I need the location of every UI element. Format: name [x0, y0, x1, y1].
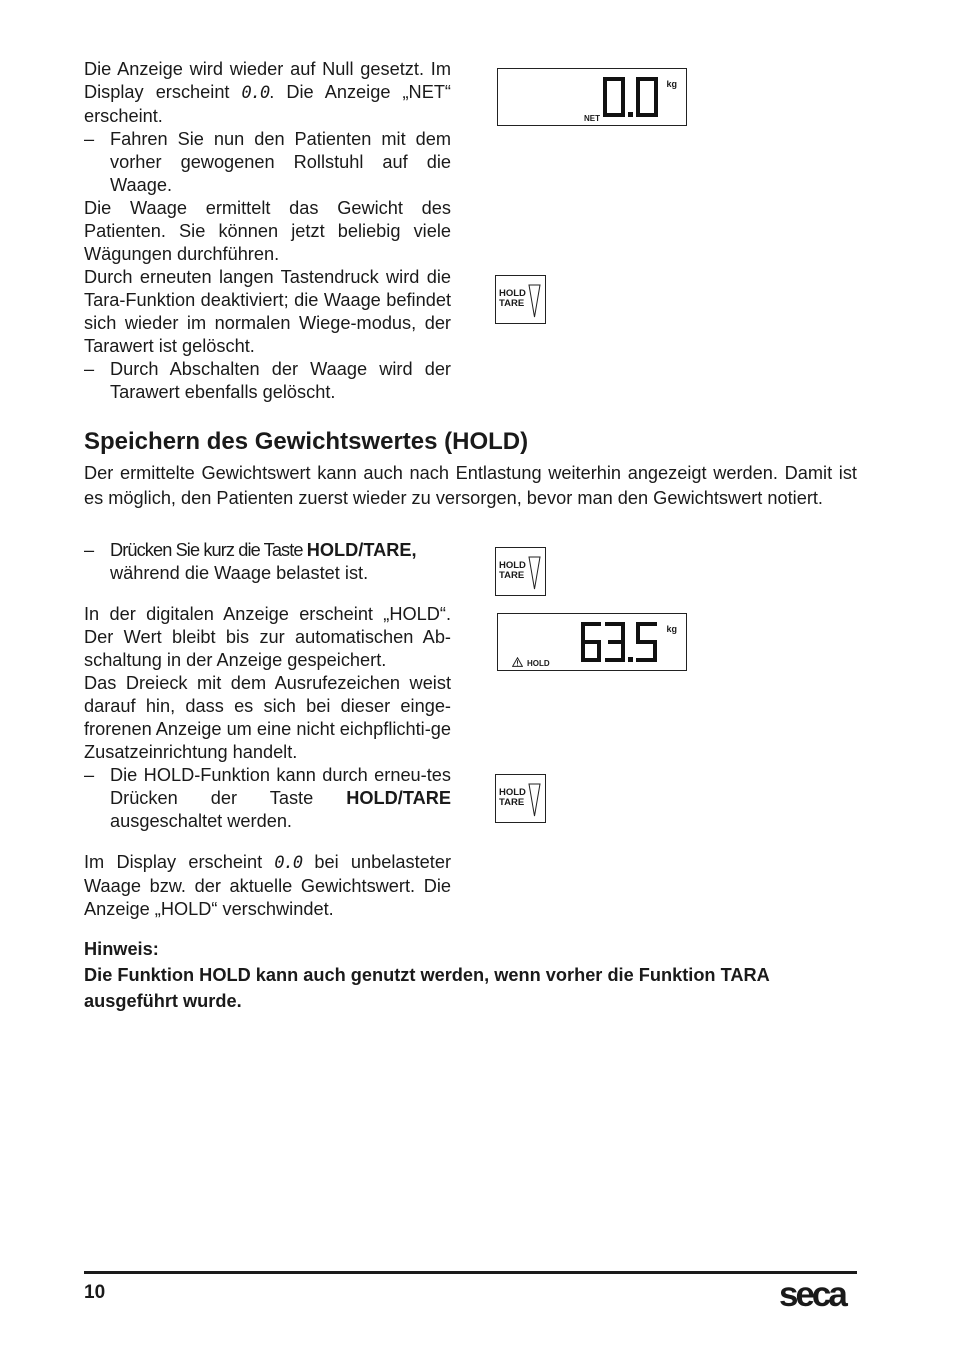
segment-value-zero: 0.0 — [274, 853, 303, 873]
key-press-icon — [528, 284, 541, 318]
list-item-switch-off: – Durch Abschalten der Waage wird der Tarawert ebenfalls gelöscht. — [84, 359, 451, 402]
paragraph-weighing: Die Waage ermittelt das Gewicht des Patienten. Sie können jetzt beliebig viele Wägungen durchführen. — [84, 198, 451, 264]
paragraph-hold-appears: In der digitalen Anzeige erscheint „HOLD“. Der Wert bleibt bis zur automatischen Ab-schaltung in der Anzeige gespeichert. — [84, 604, 451, 670]
section-intro: Der ermittelte Gewichtswert kann auch nach Entlastung weiterhin angezeigt werden. Damit ist es möglich, den Patienten zuerst wieder zu versorgen, bevor man den Gewichtswert notiert. — [84, 463, 857, 508]
page-number: 10 — [84, 1282, 106, 1303]
paragraph-warning-triangle: Das Dreieck mit dem Ausrufezeichen weist darauf hin, dass es sich bei dieser einge-frorenen Anzeige um eine nicht eichpflichti-ge Zusatzeinrichtung handelt. — [84, 673, 451, 762]
hold-tare-button-icon: HOLD TARE — [495, 774, 546, 823]
seven-segment-digits — [600, 75, 660, 119]
hold-indicator: HOLD — [527, 659, 550, 668]
segment-value-zero: 0.0 — [241, 83, 270, 103]
section-hold-text — [84, 539, 451, 921]
section-tare-text — [84, 58, 451, 404]
warning-triangle-icon — [512, 657, 523, 667]
note-text: Die Funktion HOLD kann auch genutzt werden, wenn vorher die Funktion TARA ausgeführt wurde. — [84, 965, 770, 1011]
scale-display-hold — [497, 613, 687, 671]
paragraph-display-reset: Im Display erscheint 0.0 bei unbelasteter Waage bzw. der aktuelle Gewichtswert. Die Anzeige „HOLD“ verschwindet. — [84, 852, 452, 919]
unit-label: kg — [666, 79, 677, 89]
key-press-icon — [528, 783, 541, 817]
scale-display-net — [497, 68, 687, 126]
paragraph-tare-deactivate: Durch erneuten langen Tastendruck wird die Tara-Funktion deaktiviert; die Waage befindet sich wieder im normalen Wiege-modus, der Tarawert ist gelöscht. — [84, 267, 451, 356]
seca-logo: seca — [779, 1275, 845, 1314]
key-press-icon — [528, 556, 541, 590]
hold-tare-button-icon: HOLD TARE — [495, 275, 546, 324]
seven-segment-digits — [578, 620, 660, 664]
list-item-move-patient: – Fahren Sie nun den Patienten mit dem vorher gewogenen Rollstuhl auf die Waage. — [84, 129, 451, 195]
net-indicator: NET — [584, 114, 600, 123]
list-item-press-hold: – Drücken Sie kurz die Taste HOLD/TARE, während die Waage belastet ist. — [84, 540, 417, 583]
section-heading: Speichern des Gewichtswertes (HOLD) — [84, 428, 529, 455]
hold-tare-button-icon: HOLD TARE — [495, 547, 546, 596]
footer-divider — [84, 1271, 857, 1274]
unit-label: kg — [666, 624, 677, 634]
list-item-hold-off: – Die HOLD-Funktion kann durch erneu-tes Drücken der Taste HOLD/TARE ausgeschaltet werden. — [84, 765, 451, 831]
paragraph-zero-reset: Die Anzeige wird wieder auf Null gesetzt. Im Display erscheint 0.0. Die Anzeige „NET“ erscheint. — [84, 59, 451, 126]
note-title: Hinweis: — [84, 939, 159, 959]
